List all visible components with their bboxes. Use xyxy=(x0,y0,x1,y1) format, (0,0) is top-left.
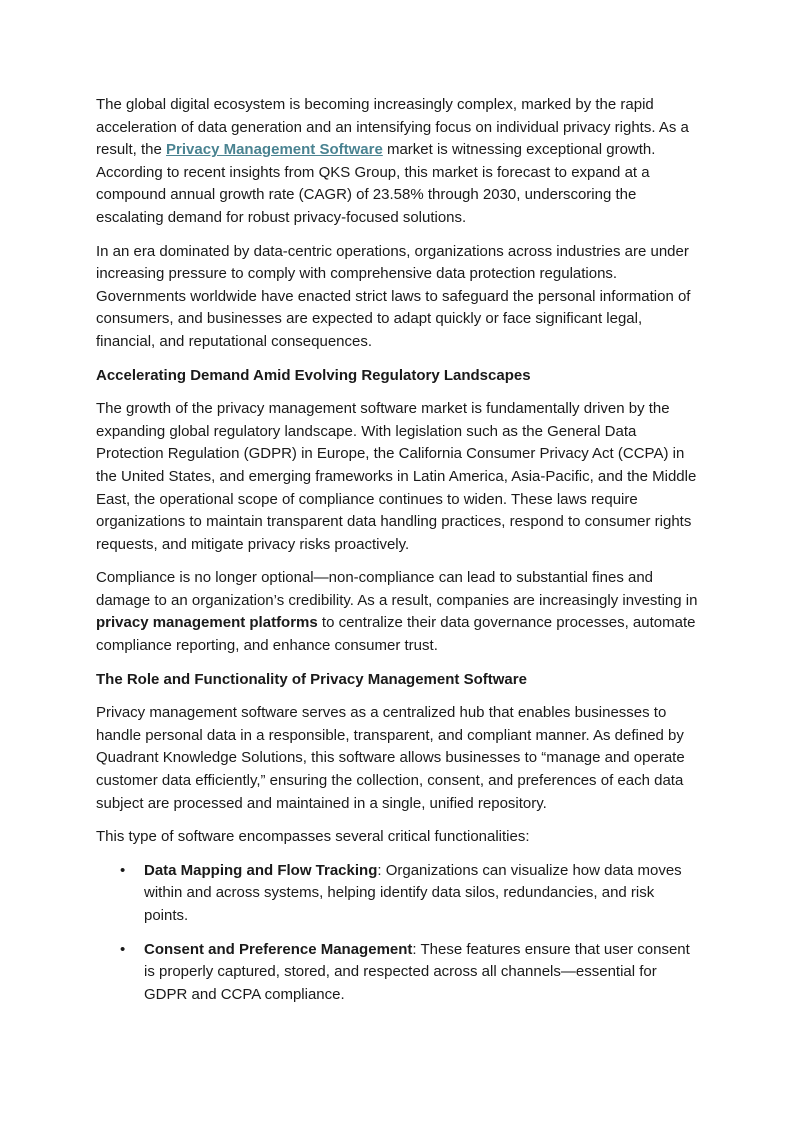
list-item xyxy=(120,939,700,1007)
feature-title: Consent and Preference Management xyxy=(144,940,413,958)
intro-paragraph xyxy=(96,94,700,230)
feature-text: : These features ensure that user consent is properly captured, stored, and respected across all channels—essential for GDPR and CCPA compliance. xyxy=(144,940,690,1003)
section-heading-role: The Role and Functionality of Privacy Management Software xyxy=(96,670,527,688)
bullet-icon: • xyxy=(120,940,126,958)
regulation-pressure-paragraph: In an era dominated by data-centric operations, organizations across industries are under increasing pressure to comply with comprehensive data protection regulations. Governments worldwide have enacted strict laws to safeguard the personal information of consumers, and businesses are expected to adapt quickly or face significant legal, financial, and reputational consequences. xyxy=(96,242,691,350)
document-body xyxy=(96,94,700,1017)
intro-text-end: market is witnessing exceptional growth. According to recent insights from QKS Group, this market is forecast to expand at a compound annual growth rate (CAGR) of 23.58% through 2030, underscoring the escalating demand for robust privacy-focused solutions. xyxy=(96,141,656,226)
bullet-icon: • xyxy=(120,861,126,879)
feature-list xyxy=(96,860,700,1007)
role-paragraph: Privacy management software serves as a centralized hub that enables businesses to handle personal data in a responsible, transparent, and compliant manner. As defined by Quadrant Knowledge Solutions, this software allows businesses to “manage and operate customer data efficiently,” ensuring the collection, consent, and preferences of each data subject are processed and maintained in a single, unified repository. xyxy=(96,704,685,812)
compliance-text-end: to centralize their data governance processes, automate compliance reporting, and enhance consumer trust. xyxy=(96,614,696,655)
section-heading-regulatory: Accelerating Demand Amid Evolving Regulatory Landscapes xyxy=(96,366,531,384)
privacy-management-software-link[interactable]: Privacy Management Software xyxy=(166,141,383,159)
intro-text-start: The global digital ecosystem is becoming increasingly complex, marked by the rapid acceleration of data generation and an intensifying focus on individual privacy rights. As a result, the xyxy=(96,96,689,159)
regulatory-landscape-paragraph: The growth of the privacy management software market is fundamentally driven by the expanding global regulatory landscape. With legislation such as the General Data Protection Regulation (GDPR) in Europe, the California Consumer Privacy Act (CCPA) in the United States, and emerging frameworks in Latin America, Asia-Pacific, and the Middle East, the operational scope of compliance continues to widen. These laws require organizations to maintain transparent data handling practices, respond to consumer rights requests, and mitigate privacy risks proactively. xyxy=(96,400,697,553)
compliance-paragraph xyxy=(96,567,700,657)
compliance-text-start: Compliance is no longer optional—non-compliance can lead to substantial fines and damage to an organization’s credibility. As a result, companies are increasingly investing in xyxy=(96,569,698,609)
list-item xyxy=(120,860,700,928)
functionalities-intro: This type of software encompasses several critical functionalities: xyxy=(96,828,530,846)
feature-title: Data Mapping and Flow Tracking xyxy=(144,861,378,879)
feature-text: : Organizations can visualize how data moves within and across systems, helping identify data silos, redundancies, and risk points. xyxy=(144,861,682,924)
privacy-platforms-emphasis: privacy management platforms xyxy=(96,614,318,632)
